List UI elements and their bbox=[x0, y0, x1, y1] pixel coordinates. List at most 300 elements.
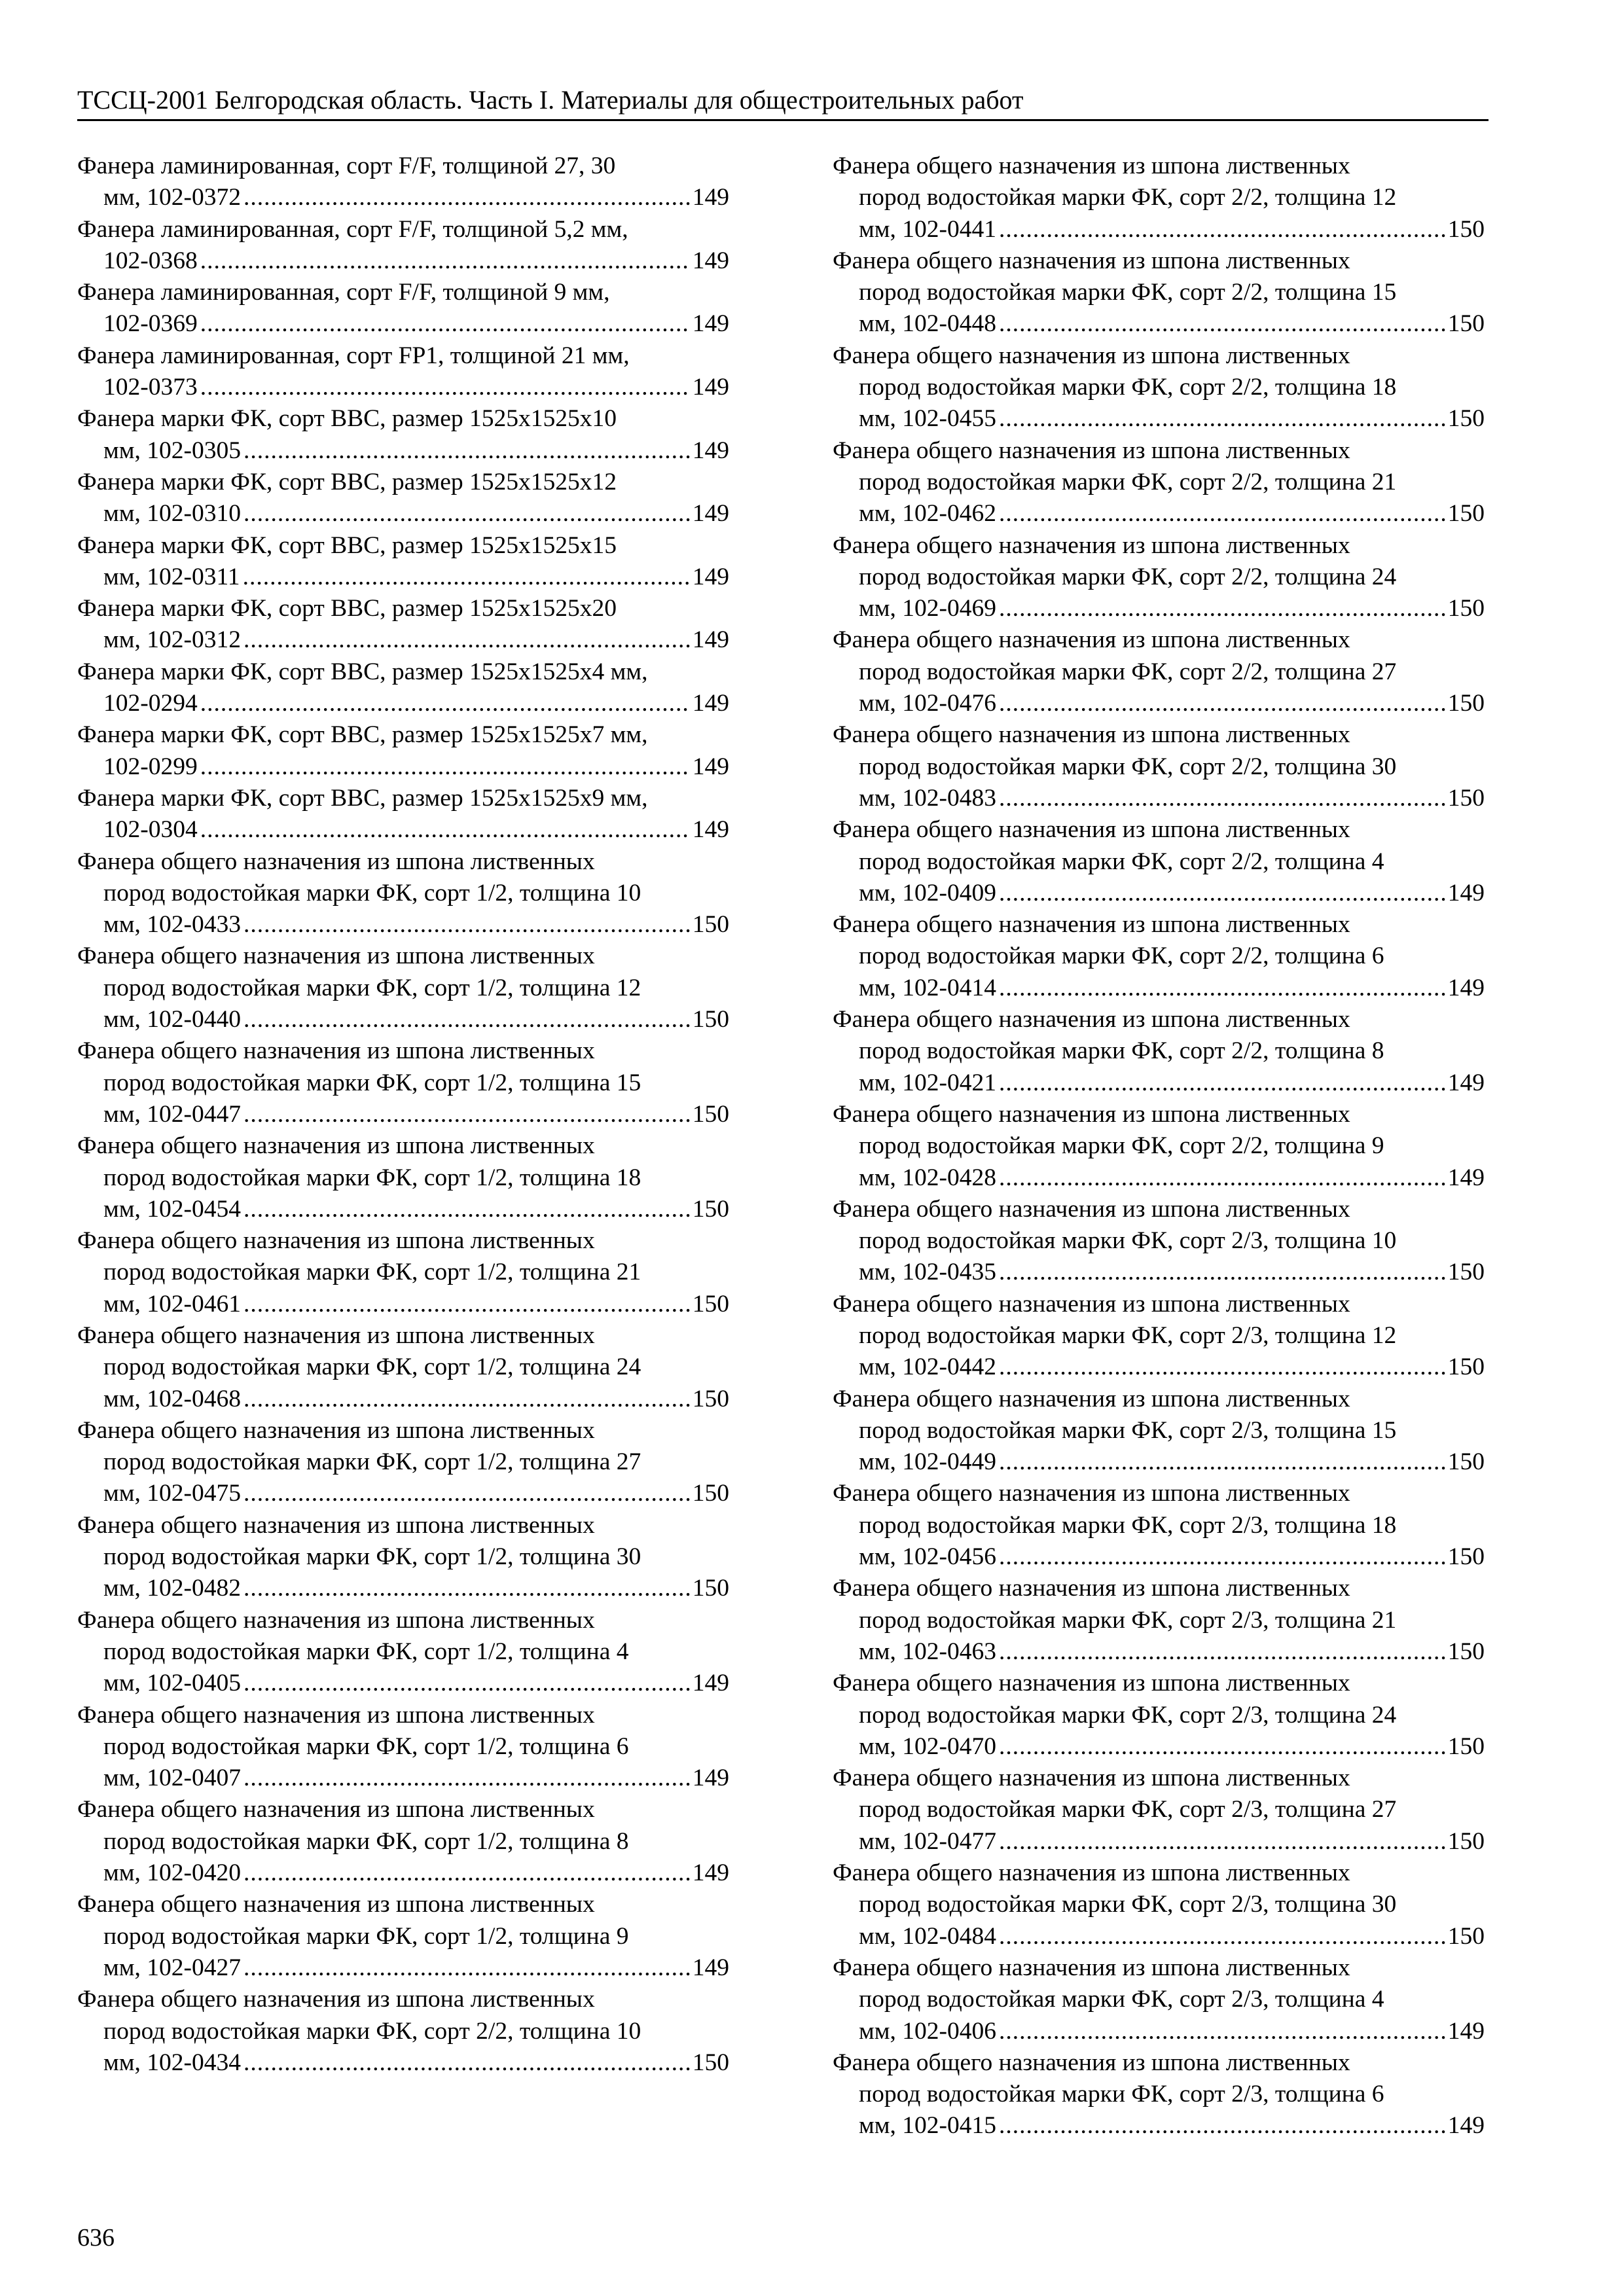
index-entry-code: мм, 102-0483 bbox=[859, 784, 996, 812]
index-entry-code: 102-0299 bbox=[103, 753, 198, 780]
dot-leader bbox=[999, 1541, 1445, 1573]
index-entry-code: мм, 102-0469 bbox=[859, 595, 996, 622]
index-entry-last-line bbox=[833, 1257, 1485, 1288]
index-entry-page: 149 bbox=[692, 1765, 729, 1792]
index-entry-line: Фанера общего назначения из шпона лиственных bbox=[833, 152, 1350, 179]
index-entry-line: Фанера марки ФК, сорт ВВС, размер 1525х1525х10 bbox=[77, 405, 617, 433]
dot-leader bbox=[999, 2110, 1445, 2142]
index-entry-line: Фанера общего назначения из шпона лиственных bbox=[833, 1006, 1350, 1033]
index-entry-code: мм, 102-0482 bbox=[103, 1575, 241, 1602]
index-entry-code: мм, 102-0455 bbox=[859, 405, 996, 433]
index-entry-line: пород водостойкая марки ФК, сорт 2/3, толщина 27 bbox=[859, 1796, 1397, 1823]
index-entry-last-line bbox=[833, 1921, 1485, 1952]
index-entry bbox=[833, 1668, 1485, 1763]
index-entry-line: Фанера общего назначения из шпона лиственных bbox=[77, 1986, 595, 2013]
index-entry-line: пород водостойкая марки ФК, сорт 2/2, толщина 30 bbox=[859, 753, 1397, 780]
index-entry-line: пород водостойкая марки ФК, сорт 2/2, толщина 27 bbox=[859, 658, 1397, 685]
index-entry-last-line bbox=[77, 624, 729, 656]
index-entry-last-line bbox=[77, 751, 729, 783]
index-entry-code: мм, 102-0420 bbox=[103, 1859, 241, 1887]
index-entry-last-line bbox=[833, 1636, 1485, 1668]
index-entry-line: пород водостойкая марки ФК, сорт 1/2, толщина 24 bbox=[103, 1354, 641, 1381]
index-entry-code: мм, 102-0433 bbox=[103, 911, 241, 939]
index-entry-line: Фанера общего назначения из шпона лиственных bbox=[77, 1891, 595, 1918]
index-column-left bbox=[77, 151, 729, 2079]
index-entry-line: Фанера общего назначения из шпона лиственных bbox=[77, 1132, 595, 1160]
dot-leader bbox=[200, 751, 690, 783]
index-entry-page: 150 bbox=[1447, 1259, 1485, 1286]
index-entry bbox=[77, 1225, 729, 1320]
index-entry-page: 150 bbox=[692, 1006, 729, 1033]
index-entry-line: пород водостойкая марки ФК, сорт 1/2, толщина 12 bbox=[103, 974, 641, 1001]
dot-leader bbox=[200, 814, 690, 846]
index-entry bbox=[833, 340, 1485, 435]
dot-leader bbox=[999, 1162, 1445, 1194]
index-entry-line: пород водостойкая марки ФК, сорт 2/3, толщина 18 bbox=[859, 1511, 1397, 1539]
index-entry-line: Фанера общего назначения из шпона лиственных bbox=[77, 1227, 595, 1255]
index-entry-code: мм, 102-0406 bbox=[859, 2017, 996, 2045]
index-entry-last-line bbox=[77, 1668, 729, 1699]
index-entry-page: 150 bbox=[1447, 1638, 1485, 1665]
index-entry-code: мм, 102-0442 bbox=[859, 1354, 996, 1381]
index-entry-page: 150 bbox=[1447, 784, 1485, 812]
dot-leader bbox=[244, 1952, 690, 1984]
index-entry-last-line bbox=[77, 1004, 729, 1035]
index-entry-last-line bbox=[833, 1352, 1485, 1383]
index-entry-code: мм, 102-0421 bbox=[859, 1069, 996, 1096]
index-entry-page: 150 bbox=[1447, 690, 1485, 717]
index-entry-line: пород водостойкая марки ФК, сорт 1/2, толщина 4 bbox=[103, 1638, 629, 1665]
index-entry bbox=[833, 2047, 1485, 2142]
index-entry-last-line bbox=[77, 814, 729, 846]
index-entry bbox=[77, 1700, 729, 1795]
index-entry bbox=[833, 1952, 1485, 2047]
index-entry-last-line bbox=[77, 1857, 729, 1889]
index-entry bbox=[77, 941, 729, 1035]
index-entry-page: 149 bbox=[1447, 879, 1485, 906]
index-entry-code: мм, 102-0468 bbox=[103, 1385, 241, 1412]
index-entry-line: Фанера ламинированная, сорт FP1, толщиной 21 мм, bbox=[77, 342, 630, 369]
index-entry-line: Фанера марки ФК, сорт ВВС, размер 1525х1525х20 bbox=[77, 595, 617, 622]
dot-leader bbox=[244, 498, 690, 529]
dot-leader bbox=[999, 593, 1445, 624]
index-entry-code: мм, 102-0476 bbox=[859, 690, 996, 717]
index-entry-page: 150 bbox=[692, 1575, 729, 1602]
dot-leader bbox=[999, 1067, 1445, 1099]
index-entry bbox=[77, 719, 729, 783]
index-entry-code: мм, 102-0470 bbox=[859, 1732, 996, 1760]
index-entry-page: 150 bbox=[1447, 1827, 1485, 1855]
index-entry bbox=[77, 783, 729, 846]
index-entry-page: 149 bbox=[1447, 974, 1485, 1001]
index-entry-page: 149 bbox=[692, 184, 729, 211]
index-entry-line: пород водостойкая марки ФК, сорт 2/2, толщина 6 bbox=[859, 942, 1384, 970]
dot-leader bbox=[999, 2016, 1445, 2047]
index-entry-line: пород водостойкая марки ФК, сорт 2/2, толщина 8 bbox=[859, 1037, 1384, 1065]
dot-leader bbox=[999, 1731, 1445, 1763]
dot-leader bbox=[999, 1826, 1445, 1857]
index-entry bbox=[833, 1763, 1485, 1857]
index-entry-code: 102-0294 bbox=[103, 690, 198, 717]
dot-leader bbox=[200, 245, 690, 277]
index-entry bbox=[77, 656, 729, 720]
index-entry-page: 149 bbox=[692, 1954, 729, 1981]
dot-leader bbox=[244, 1194, 690, 1225]
index-entry-page: 150 bbox=[1447, 1354, 1485, 1381]
index-entry-line: Фанера общего назначения из шпона лиственных bbox=[833, 437, 1350, 464]
index-entry-last-line bbox=[77, 1194, 729, 1225]
dot-leader bbox=[244, 909, 690, 941]
index-entry-page: 149 bbox=[1447, 1164, 1485, 1191]
index-entry-page: 149 bbox=[692, 816, 729, 844]
dot-leader bbox=[244, 1289, 690, 1320]
index-entry-code: мм, 102-0372 bbox=[103, 184, 241, 211]
index-entry-last-line bbox=[77, 1763, 729, 1794]
index-entry-page: 149 bbox=[692, 437, 729, 464]
index-entry-line: пород водостойкая марки ФК, сорт 2/3, толщина 6 bbox=[859, 2081, 1384, 2108]
index-entry bbox=[833, 1573, 1485, 1668]
index-entry-line: пород водостойкая марки ФК, сорт 2/2, толщина 9 bbox=[859, 1132, 1384, 1160]
index-entry-line: Фанера общего назначения из шпона лиственных bbox=[833, 1385, 1350, 1412]
dot-leader bbox=[244, 624, 690, 656]
index-entry-line: пород водостойкая марки ФК, сорт 2/2, толщина 24 bbox=[859, 563, 1397, 590]
dot-leader bbox=[999, 783, 1445, 814]
index-entry-code: 102-0369 bbox=[103, 310, 198, 338]
index-entry-line: Фанера ламинированная, сорт F/F, толщиной 5,2 мм, bbox=[77, 215, 628, 243]
index-entry-page: 150 bbox=[1447, 405, 1485, 433]
index-entry-last-line bbox=[77, 1478, 729, 1509]
index-entry-line: Фанера общего назначения из шпона лиственных bbox=[833, 1290, 1350, 1318]
index-entry-page: 149 bbox=[692, 247, 729, 274]
index-entry bbox=[833, 435, 1485, 530]
index-entry bbox=[77, 1984, 729, 2079]
index-entry bbox=[833, 719, 1485, 814]
index-entry bbox=[77, 467, 729, 530]
index-entry-page: 150 bbox=[1447, 215, 1485, 243]
index-entry-line: пород водостойкая марки ФК, сорт 1/2, толщина 15 bbox=[103, 1069, 641, 1096]
dot-leader bbox=[999, 878, 1445, 909]
index-entry-last-line bbox=[77, 245, 729, 277]
index-entry bbox=[833, 1004, 1485, 1099]
index-entry bbox=[833, 1289, 1485, 1384]
index-entry-page: 150 bbox=[692, 2049, 729, 2076]
index-entry bbox=[833, 1099, 1485, 1194]
index-entry-page: 150 bbox=[692, 1385, 729, 1412]
index-entry-line: Фанера общего назначения из шпона лиственных bbox=[833, 911, 1350, 939]
index-entry-line: Фанера общего назначения из шпона лиственных bbox=[833, 1575, 1350, 1602]
index-entry-last-line bbox=[77, 909, 729, 941]
index-entry bbox=[833, 530, 1485, 625]
running-header-title: ТССЦ-2001 Белгородская область. Часть I. Материалы для общестроительных работ bbox=[77, 85, 1024, 115]
index-entry-page: 150 bbox=[692, 911, 729, 939]
index-entry-code: мм, 102-0311 bbox=[103, 563, 240, 590]
index-entry-line: Фанера общего назначения из шпона лиственных bbox=[833, 1765, 1350, 1792]
index-entry-last-line bbox=[77, 2047, 729, 2079]
index-entry bbox=[833, 1478, 1485, 1573]
index-entry-line: Фанера общего назначения из шпона лиственных bbox=[77, 1416, 595, 1444]
dot-leader bbox=[244, 435, 690, 467]
index-entry-page: 150 bbox=[1447, 310, 1485, 338]
index-entry bbox=[833, 624, 1485, 719]
index-entry-last-line bbox=[77, 1573, 729, 1604]
index-entry-code: мм, 102-0461 bbox=[103, 1290, 241, 1318]
index-entry-last-line bbox=[77, 1289, 729, 1320]
dot-leader bbox=[243, 562, 690, 593]
index-entry-page: 149 bbox=[692, 1859, 729, 1887]
index-entry-line: пород водостойкая марки ФК, сорт 1/2, толщина 10 bbox=[103, 879, 641, 906]
dot-leader bbox=[999, 1636, 1445, 1668]
index-entry-page: 149 bbox=[692, 500, 729, 528]
index-entry-line: пород водостойкая марки ФК, сорт 2/3, толщина 4 bbox=[859, 1986, 1384, 2013]
index-entry-line: Фанера общего назначения из шпона лиственных bbox=[77, 1321, 595, 1349]
dot-leader bbox=[999, 214, 1445, 245]
dot-leader bbox=[244, 1573, 690, 1604]
index-entry-code: мм, 102-0484 bbox=[859, 1922, 996, 1950]
index-entry-line: пород водостойкая марки ФК, сорт 2/2, толщина 21 bbox=[859, 468, 1397, 495]
index-entry-code: мм, 102-0415 bbox=[859, 2112, 996, 2140]
index-entry-page: 150 bbox=[692, 1100, 729, 1128]
index-entry-page: 149 bbox=[692, 310, 729, 338]
index-entry-last-line bbox=[833, 1446, 1485, 1478]
index-entry-line: пород водостойкая марки ФК, сорт 1/2, толщина 30 bbox=[103, 1543, 641, 1571]
dot-leader bbox=[999, 1446, 1445, 1478]
index-entry bbox=[77, 846, 729, 941]
dot-leader bbox=[999, 1352, 1445, 1383]
index-entry-page: 149 bbox=[1447, 2017, 1485, 2045]
index-entry-line: пород водостойкая марки ФК, сорт 2/3, толщина 10 bbox=[859, 1227, 1397, 1255]
index-entry-line: Фанера общего назначения из шпона лиственных bbox=[833, 1954, 1350, 1981]
index-entry-code: мм, 102-0447 bbox=[103, 1100, 241, 1128]
index-entry-line: Фанера общего назначения из шпона лиственных bbox=[77, 1511, 595, 1539]
index-entry-code: мм, 102-0435 bbox=[859, 1259, 996, 1286]
index-entry-code: мм, 102-0440 bbox=[103, 1006, 241, 1033]
index-entry-page: 149 bbox=[692, 753, 729, 780]
index-entry-line: Фанера общего назначения из шпона лиственных bbox=[77, 1796, 595, 1823]
index-entry bbox=[77, 277, 729, 340]
dot-leader bbox=[244, 1384, 690, 1415]
dot-leader bbox=[999, 498, 1445, 529]
index-entry-last-line bbox=[77, 435, 729, 467]
index-entry-line: Фанера общего назначения из шпона лиственных bbox=[833, 2049, 1350, 2076]
index-entry-page: 150 bbox=[692, 1480, 729, 1507]
dot-leader bbox=[999, 1921, 1445, 1952]
index-entry bbox=[77, 1130, 729, 1225]
index-entry-page: 149 bbox=[692, 626, 729, 654]
index-entry-last-line bbox=[77, 1099, 729, 1130]
index-entry-line: Фанера общего назначения из шпона лиственных bbox=[77, 1701, 595, 1729]
index-entry-last-line bbox=[77, 182, 729, 213]
dot-leader bbox=[200, 688, 690, 719]
index-entry bbox=[77, 1605, 729, 1700]
page-number: 636 bbox=[77, 2224, 115, 2251]
dot-leader bbox=[244, 1099, 690, 1130]
index-entry-line: Фанера общего назначения из шпона лиственных bbox=[77, 1037, 595, 1065]
index-entry-code: мм, 102-0448 bbox=[859, 310, 996, 338]
index-entry-code: мм, 102-0405 bbox=[103, 1670, 241, 1697]
index-entry-line: пород водостойкая марки ФК, сорт 2/3, толщина 24 bbox=[859, 1701, 1397, 1729]
dot-leader bbox=[244, 182, 690, 213]
index-entry-line: Фанера общего назначения из шпона лиственных bbox=[77, 942, 595, 970]
dot-leader bbox=[244, 2047, 690, 2079]
index-entry-last-line bbox=[833, 403, 1485, 435]
dot-leader bbox=[244, 1763, 690, 1794]
index-entry-line: пород водостойкая марки ФК, сорт 2/2, толщина 18 bbox=[859, 374, 1397, 401]
index-entry-code: мм, 102-0407 bbox=[103, 1765, 241, 1792]
index-entry bbox=[77, 1320, 729, 1415]
dot-leader bbox=[999, 308, 1445, 340]
index-entry-page: 150 bbox=[1447, 500, 1485, 528]
index-entry-page: 150 bbox=[1447, 1543, 1485, 1571]
index-entry-code: мм, 102-0310 bbox=[103, 500, 241, 528]
running-header bbox=[77, 84, 1489, 121]
index-entry-last-line bbox=[77, 372, 729, 403]
index-entry-line: Фанера общего назначения из шпона лиственных bbox=[833, 816, 1350, 844]
index-entry bbox=[833, 814, 1485, 909]
index-entry-line: пород водостойкая марки ФК, сорт 1/2, толщина 21 bbox=[103, 1259, 641, 1286]
index-entry-line: Фанера общего назначения из шпона лиственных bbox=[833, 721, 1350, 749]
index-entry-code: мм, 102-0462 bbox=[859, 500, 996, 528]
index-entry-last-line bbox=[833, 1067, 1485, 1099]
index-entry-line: Фанера общего назначения из шпона лиственных bbox=[833, 342, 1350, 369]
index-entry-page: 149 bbox=[692, 374, 729, 401]
dot-leader bbox=[244, 1857, 690, 1889]
index-entry-last-line bbox=[77, 1384, 729, 1415]
index-entry-code: 102-0304 bbox=[103, 816, 198, 844]
index-entry-code: мм, 102-0463 bbox=[859, 1638, 996, 1665]
index-entry-last-line bbox=[833, 1541, 1485, 1573]
index-entry-line: пород водостойкая марки ФК, сорт 2/3, толщина 15 bbox=[859, 1416, 1397, 1444]
index-entry-last-line bbox=[833, 2110, 1485, 2142]
index-entry-last-line bbox=[77, 498, 729, 529]
index-entry-page: 149 bbox=[692, 690, 729, 717]
index-entry-code: мм, 102-0428 bbox=[859, 1164, 996, 1191]
index-entry-code: мм, 102-0454 bbox=[103, 1195, 241, 1223]
index-entry-line: пород водостойкая марки ФК, сорт 1/2, толщина 27 bbox=[103, 1448, 641, 1476]
index-entry-line: Фанера ламинированная, сорт F/F, толщиной 9 мм, bbox=[77, 279, 610, 306]
index-entry-last-line bbox=[833, 2016, 1485, 2047]
dot-leader bbox=[244, 1668, 690, 1699]
index-entry-code: мм, 102-0477 bbox=[859, 1827, 996, 1855]
index-entry-last-line bbox=[77, 308, 729, 340]
dot-leader bbox=[999, 688, 1445, 719]
index-entry-code: мм, 102-0427 bbox=[103, 1954, 241, 1981]
index-entry-code: 102-0368 bbox=[103, 247, 198, 274]
index-entry-last-line bbox=[833, 878, 1485, 909]
index-entry-line: Фанера марки ФК, сорт ВВС, размер 1525х1525х9 мм, bbox=[77, 784, 648, 812]
index-entry-last-line bbox=[77, 1952, 729, 1984]
index-entry-last-line bbox=[833, 1731, 1485, 1763]
index-entry-line: пород водостойкая марки ФК, сорт 1/2, толщина 18 bbox=[103, 1164, 641, 1191]
index-entry-code: мм, 102-0434 bbox=[103, 2049, 241, 2076]
index-entry-page: 150 bbox=[1447, 1732, 1485, 1760]
index-entry-line: Фанера общего назначения из шпона лиственных bbox=[833, 1480, 1350, 1507]
index-entry-line: Фанера общего назначения из шпона лиственных bbox=[833, 531, 1350, 559]
dot-leader bbox=[244, 1478, 690, 1509]
index-entry bbox=[77, 214, 729, 278]
index-entry bbox=[77, 1510, 729, 1605]
index-entry-line: Фанера общего назначения из шпона лиственных bbox=[833, 247, 1350, 274]
index-entry-code: мм, 102-0312 bbox=[103, 626, 241, 654]
index-entry-last-line bbox=[833, 688, 1485, 719]
index-entry bbox=[77, 1889, 729, 1984]
index-entry-last-line bbox=[833, 783, 1485, 814]
index-entry-last-line bbox=[833, 498, 1485, 529]
index-entry-code: мм, 102-0475 bbox=[103, 1480, 241, 1507]
index-entry-line: Фанера общего назначения из шпона лиственных bbox=[833, 1670, 1350, 1697]
index-entry-line: Фанера общего назначения из шпона лиственных bbox=[833, 626, 1350, 654]
index-entry bbox=[833, 1384, 1485, 1479]
index-entry-page: 149 bbox=[692, 563, 729, 590]
index-column-right bbox=[833, 151, 1485, 2142]
index-entry-last-line bbox=[833, 308, 1485, 340]
index-entry-code: мм, 102-0305 bbox=[103, 437, 241, 464]
index-entry bbox=[77, 403, 729, 467]
index-entry bbox=[77, 530, 729, 594]
index-entry-line: пород водостойкая марки ФК, сорт 1/2, толщина 6 bbox=[103, 1732, 629, 1760]
index-entry-line: Фанера общего назначения из шпона лиственных bbox=[833, 1195, 1350, 1223]
index-entry bbox=[833, 151, 1485, 245]
index-entry-code: мм, 102-0409 bbox=[859, 879, 996, 906]
index-entry-last-line bbox=[77, 688, 729, 719]
index-entry-line: пород водостойкая марки ФК, сорт 1/2, толщина 8 bbox=[103, 1827, 629, 1855]
index-entry-line: пород водостойкая марки ФК, сорт 1/2, толщина 9 bbox=[103, 1922, 629, 1950]
index-entry-code: 102-0373 bbox=[103, 374, 198, 401]
index-entry bbox=[833, 909, 1485, 1004]
index-entry bbox=[77, 1794, 729, 1889]
index-entry-code: мм, 102-0441 bbox=[859, 215, 996, 243]
index-entry-last-line bbox=[833, 1162, 1485, 1194]
dot-leader bbox=[200, 308, 690, 340]
index-entry bbox=[833, 1194, 1485, 1289]
index-entry-page: 150 bbox=[1447, 595, 1485, 622]
index-entry bbox=[77, 1035, 729, 1130]
index-entry-line: Фанера общего назначения из шпона лиственных bbox=[77, 848, 595, 875]
index-entry bbox=[77, 593, 729, 656]
index-entry-line: Фанера марки ФК, сорт ВВС, размер 1525х1525х15 bbox=[77, 531, 617, 559]
index-entry-page: 149 bbox=[1447, 2112, 1485, 2140]
dot-leader bbox=[244, 1004, 690, 1035]
index-entry bbox=[77, 340, 729, 404]
index-entry-line: пород водостойкая марки ФК, сорт 2/3, толщина 12 bbox=[859, 1321, 1397, 1349]
index-entry bbox=[833, 1857, 1485, 1952]
index-entry bbox=[833, 245, 1485, 340]
index-entry-line: Фанера марки ФК, сорт ВВС, размер 1525х1525х4 мм, bbox=[77, 658, 648, 685]
index-entry-line: пород водостойкая марки ФК, сорт 2/3, толщина 30 bbox=[859, 1891, 1397, 1918]
index-entry-line: пород водостойкая марки ФК, сорт 2/2, толщина 12 bbox=[859, 184, 1397, 211]
index-entry-last-line bbox=[833, 214, 1485, 245]
index-entry-last-line bbox=[833, 1826, 1485, 1857]
index-entry-line: Фанера ламинированная, сорт F/F, толщиной 27, 30 bbox=[77, 152, 616, 179]
index-entry-page: 150 bbox=[1447, 1448, 1485, 1476]
index-entry-last-line bbox=[833, 973, 1485, 1004]
index-entry-code: мм, 102-0414 bbox=[859, 974, 996, 1001]
index-entry-line: пород водостойкая марки ФК, сорт 2/2, толщина 10 bbox=[103, 2017, 641, 2045]
dot-leader bbox=[200, 372, 690, 403]
index-entry-page: 149 bbox=[692, 1670, 729, 1697]
index-entry bbox=[77, 151, 729, 214]
index-entry-line: пород водостойкая марки ФК, сорт 2/3, толщина 21 bbox=[859, 1606, 1397, 1634]
index-entry-line: Фанера марки ФК, сорт ВВС, размер 1525х1525х12 bbox=[77, 468, 617, 495]
index-entry-line: Фанера общего назначения из шпона лиственных bbox=[833, 1859, 1350, 1887]
index-entry-line: Фанера марки ФК, сорт ВВС, размер 1525х1525х7 мм, bbox=[77, 721, 648, 749]
index-entry-line: пород водостойкая марки ФК, сорт 2/2, толщина 15 bbox=[859, 279, 1397, 306]
index-entry-line: Фанера общего назначения из шпона лиственных bbox=[77, 1606, 595, 1634]
index-entry-last-line bbox=[77, 562, 729, 593]
index-entry-page: 150 bbox=[1447, 1922, 1485, 1950]
index-entry-line: пород водостойкая марки ФК, сорт 2/2, толщина 4 bbox=[859, 848, 1384, 875]
index-entry bbox=[77, 1415, 729, 1510]
dot-leader bbox=[999, 1257, 1445, 1288]
